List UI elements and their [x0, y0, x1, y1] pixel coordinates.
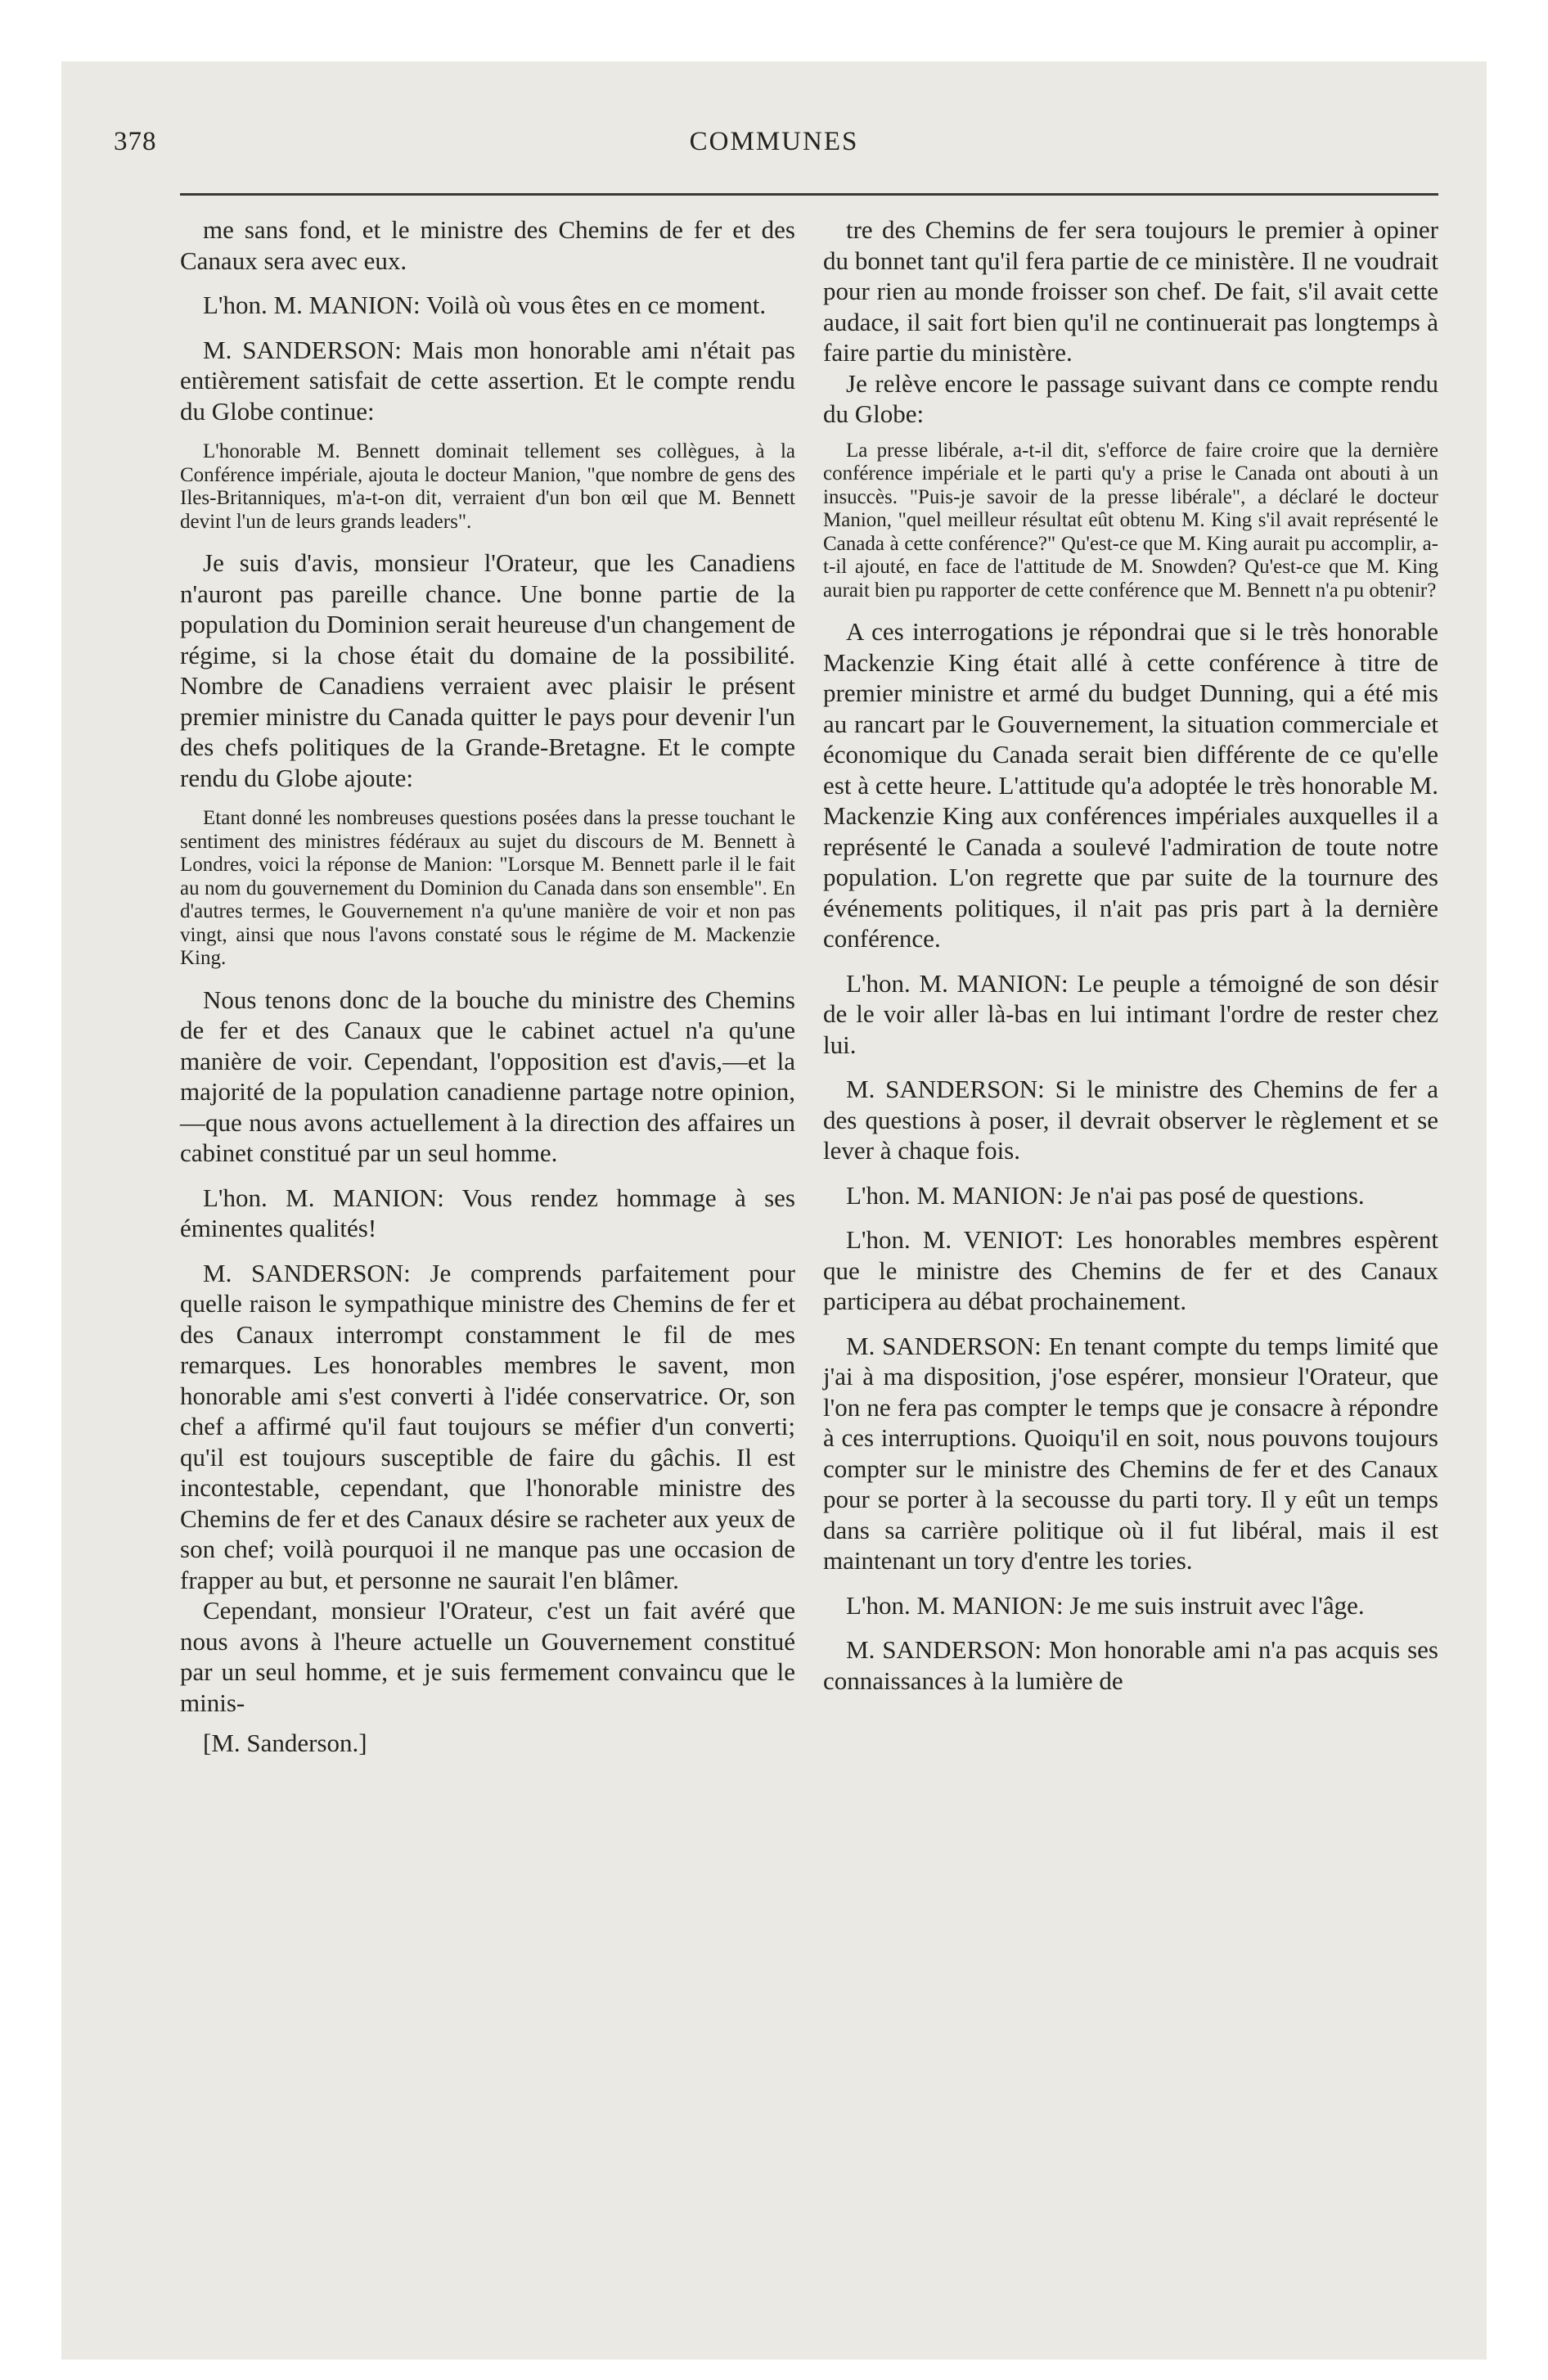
- paragraph: tre des Chemins de fer sera toujours le premier à opiner du bonnet tant qu'il fera partie de ce ministère. Il ne voudrait pour rien au monde froisser son chef. De fait, s'il avait cette audace, il sait fort bien qu'il ne continuerait pas longtemps à faire partie du ministère.: [823, 215, 1438, 367]
- block-quote: La presse libérale, a-t-il dit, s'efforce de faire croire que la dernière conférence impériale et le parti qu'y a prise le Canada ont abouti à un insuccès. "Puis-je savoir de la presse libérale", a déclaré le docteur Manion, "quel meilleur résultat eût obtenu M. King s'il avait représenté le Canada à cette conférence?" Qu'est-ce que M. King aurait pu accomplir, a-t-il ajouté, en face de l'attitude de M. Snowden? Qu'est-ce que M. King aurait bien pu rapporter de cette conférence que M. Bennett n'a pu obtenir?: [823, 439, 1438, 602]
- page-number: 378: [114, 127, 157, 156]
- block-quote: Etant donné les nombreuses questions posées dans la presse touchant le sentiment des ministres fédéraux au sujet du discours de M. Bennett à Londres, voici la réponse de Manion: "Lorsque M. Bennett parle il le fait au nom du gouvernement du Dominion du Canada dans son ensemble". En d'autres termes, le Gouvernement n'a qu'une manière de voir et non pas vingt, ainsi que nous l'avons constaté sous le régime de M. Mackenzie King.: [180, 807, 795, 969]
- paragraph: L'hon. M. MANION: Vous rendez hommage à ses éminentes qualités!: [180, 1183, 795, 1242]
- paragraph: M. SANDERSON: Mon honorable ami n'a pas acquis ses connaissances à la lumière de: [823, 1635, 1438, 1695]
- right-column: [823, 214, 1438, 1696]
- speaker-credit: [M. Sanderson.]: [203, 1729, 367, 1757]
- paragraph: Nous tenons donc de la bouche du ministre des Chemins de fer et des Canaux que le cabinet actuel n'a qu'une manière de voir. Cependant, l'opposition est d'avis,—et la majorité de la population canadienne partage notre opinion,—que nous avons actuellement à la direction des affaires un cabinet constitué par un seul homme.: [180, 985, 795, 1167]
- paragraph: L'hon. M. MANION: Le peuple a témoigné de son désir de le voir aller là-bas en lui intimant l'ordre de rester chez lui.: [823, 968, 1438, 1059]
- paragraph: L'hon. M. MANION: Je n'ai pas posé de questions.: [846, 1180, 1365, 1210]
- paragraph: M. SANDERSON: En tenant compte du temps limité que j'ai à ma disposition, j'ose espérer, monsieur l'Orateur, que l'on ne fera pas compter le temps que je consacre à répondre à ces interruptions. Quoiqu'il en soit, nous pouvons toujours compter sur le ministre des Chemins de fer et des Canaux pour se porter à la secousse du parti tory. Il y eût un temps dans sa carrière politique où il fut libéral, mais il est maintenant un tory d'entre les tories.: [823, 1331, 1438, 1575]
- paragraph: me sans fond, et le ministre des Chemins de fer et des Canaux sera avec eux.: [180, 215, 795, 275]
- left-column: [180, 214, 795, 1759]
- paragraph: M. SANDERSON: Mais mon honorable ami n'était pas entièrement satisfait de cette assertion. Et le compte rendu du Globe continue:: [180, 335, 795, 426]
- paragraph: M. SANDERSON: Je comprends parfaitement pour quelle raison le sympathique ministre des Chemins de fer et des Canaux interrompt constamment le fil de mes remarques. Les honorables membres le savent, mon honorable ami s'est converti à l'idée conservatrice. Or, son chef a affirmé qu'il faut toujours se méfier d'un converti; qu'il est toujours susceptible de faire du gâchis. Il est incontestable, cependant, que l'honorable ministre des Chemins de fer et des Canaux désire se racheter aux yeux de son chef; voilà pourquoi il ne manque pas une occasion de frapper au but, et personne ne saurait l'en blâmer.: [180, 1258, 795, 1594]
- paragraph: Cependant, monsieur l'Orateur, c'est un fait avéré que nous avons à l'heure actuelle un Gouvernement constitué par un seul homme, et je suis fermement convaincu que le minis-: [180, 1596, 795, 1717]
- paragraph: M. SANDERSON: Si le ministre des Chemins de fer a des questions à poser, il devrait observer le règlement et se lever à chaque fois.: [823, 1075, 1438, 1165]
- block-quote: L'honorable M. Bennett dominait tellement ses collègues, à la Conférence impériale, ajouta le docteur Manion, "que nombre de gens des Iles-Britanniques, m'a-t-on dit, verraient d'un bon œil que M. Bennett devint l'un de leurs grands leaders".: [180, 440, 795, 533]
- paragraph: L'hon. M. MANION: Je me suis instruit avec l'âge.: [846, 1590, 1365, 1620]
- paragraph: L'hon. M. MANION: Voilà où vous êtes en ce moment.: [203, 291, 767, 319]
- paragraph: Je suis d'avis, monsieur l'Orateur, que les Canadiens n'auront pas pareille chance. Une bonne partie de la population du Dominion serait heureuse d'un changement de régime, si la chose était du domaine de la possibilité. Nombre de Canadiens verraient avec plaisir le présent premier ministre du Canada quitter le pays pour devenir l'un des chefs politiques de la Grande-Bretagne. Et le compte rendu du Globe ajoute:: [180, 548, 795, 792]
- running-title: COMMUNES: [689, 127, 859, 156]
- paragraph: A ces interrogations je répondrai que si le très honorable Mackenzie King était allé à cette conférence à titre de premier ministre et armé du budget Dunning, qui a été mis au rancart par le Gouvernement, la situation commerciale et économique du Canada serait bien différente de ce qu'elle est à cette heure. L'attitude qu'a adoptée le très honorable M. Mackenzie King aux conférences impériales auxquelles il a représenté le Canada a soulevé l'admiration de toute notre population. L'on regrette que par suite de la tournure des événements politiques, il n'ait pas pris part à la dernière conférence.: [823, 617, 1438, 953]
- paragraph: L'hon. M. VENIOT: Les honorables membres espèrent que le ministre des Chemins de fer et des Canaux participera au débat prochainement.: [823, 1225, 1438, 1315]
- page-header: [114, 127, 1434, 168]
- header-rule: [180, 193, 1438, 196]
- paragraph: Je relève encore le passage suivant dans ce compte rendu du Globe:: [823, 368, 1438, 428]
